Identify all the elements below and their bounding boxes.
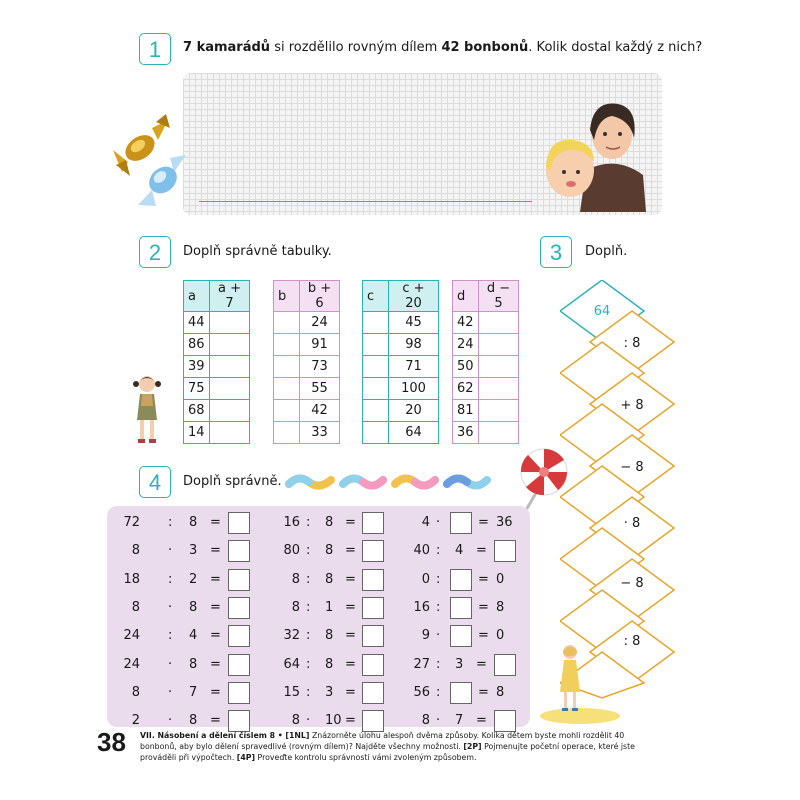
equals-sign: = bbox=[345, 515, 356, 530]
equals-sign: = bbox=[210, 713, 221, 729]
equation-operand: 8 bbox=[325, 571, 334, 587]
task4-instruction: Doplň správně. bbox=[183, 474, 282, 489]
equation-operand: 8 bbox=[291, 571, 300, 587]
table-cell: 24 bbox=[300, 312, 340, 334]
table-answer-cell[interactable] bbox=[479, 356, 519, 378]
equation-operator: : bbox=[306, 571, 311, 587]
table-answer-cell[interactable] bbox=[363, 312, 389, 334]
table-c bbox=[362, 280, 439, 444]
equation-operator: : bbox=[306, 543, 311, 559]
equation-operand: 8 bbox=[189, 515, 198, 530]
equals-sign: = bbox=[345, 628, 356, 644]
equation-operand: 64 bbox=[283, 656, 300, 672]
equation-operator: : bbox=[436, 684, 441, 700]
equation-operand: 8 bbox=[189, 713, 198, 729]
answer-box[interactable] bbox=[228, 512, 250, 534]
equation-operand: 27 bbox=[413, 656, 430, 672]
answer-box[interactable] bbox=[494, 654, 516, 676]
equation-result: 8 bbox=[496, 684, 505, 700]
answer-box[interactable] bbox=[450, 597, 472, 619]
equation-operator: : bbox=[306, 684, 311, 700]
table-cell: 33 bbox=[300, 422, 340, 444]
table-cell: 14 bbox=[184, 422, 210, 444]
equation-operand: 8 bbox=[291, 599, 300, 615]
footer-bold: VII. Násobení a dělení číslem 8 • [1NL] bbox=[140, 731, 310, 740]
answer-box[interactable] bbox=[362, 710, 384, 732]
table-answer-cell[interactable] bbox=[363, 400, 389, 422]
equation-operand: 24 bbox=[123, 656, 140, 672]
equation-operand: 9 bbox=[421, 628, 430, 644]
equation-operand: 8 bbox=[291, 713, 300, 729]
equation-operand: 7 bbox=[189, 684, 198, 700]
equation-operator: · bbox=[306, 713, 311, 729]
table-cell: 71 bbox=[389, 356, 439, 378]
equals-sign: = bbox=[210, 656, 221, 672]
table-cell: 39 bbox=[184, 356, 210, 378]
table-cell: 42 bbox=[453, 312, 479, 334]
table-header: a + 7 bbox=[210, 281, 250, 312]
equation-operand: 3 bbox=[189, 543, 198, 559]
footer-bold: [2P] bbox=[463, 742, 482, 751]
equation-operand: 2 bbox=[131, 713, 140, 729]
equals-sign: = bbox=[478, 628, 489, 644]
equation-operand: 16 bbox=[413, 599, 430, 615]
task-number-2: 2 bbox=[139, 236, 171, 268]
answer-box[interactable] bbox=[494, 540, 516, 562]
table-answer-cell[interactable] bbox=[274, 422, 300, 444]
equation-operand: 8 bbox=[131, 599, 140, 615]
table-cell: 36 bbox=[453, 422, 479, 444]
equation-operator: · bbox=[168, 599, 173, 615]
equation-operand: 18 bbox=[123, 571, 140, 587]
answer-box[interactable] bbox=[450, 682, 472, 704]
equals-sign: = bbox=[210, 599, 221, 615]
diamond-start-value: 64 bbox=[593, 304, 611, 319]
equation-operand: 56 bbox=[413, 684, 430, 700]
table-answer-cell[interactable] bbox=[274, 400, 300, 422]
table-answer-cell[interactable] bbox=[479, 334, 519, 356]
answer-box[interactable] bbox=[228, 540, 250, 562]
equation-operand: 8 bbox=[325, 543, 334, 559]
table-answer-cell[interactable] bbox=[479, 312, 519, 334]
equation-operator: : bbox=[168, 515, 173, 530]
equals-sign: = bbox=[210, 515, 221, 530]
equals-sign: = bbox=[345, 656, 356, 672]
table-cell: 91 bbox=[300, 334, 340, 356]
table-header: c bbox=[363, 281, 389, 312]
equation-operand: 8 bbox=[189, 599, 198, 615]
table-cell: 100 bbox=[389, 378, 439, 400]
equation-operand: 24 bbox=[123, 628, 140, 644]
equation-result: 0 bbox=[496, 571, 505, 587]
equals-sign: = bbox=[210, 571, 221, 587]
equation-operand: 8 bbox=[189, 656, 198, 672]
girl-illustration bbox=[130, 372, 166, 446]
answer-box[interactable] bbox=[228, 682, 250, 704]
table-cell: 68 bbox=[184, 400, 210, 422]
task1-text bbox=[183, 40, 702, 55]
candies-illustration bbox=[108, 110, 193, 215]
answer-box[interactable] bbox=[362, 540, 384, 562]
diamond-operation: : 8 bbox=[623, 336, 641, 351]
task1-text-end: . Kolik dostal každý z nich? bbox=[528, 40, 703, 55]
diamond-operation: − 8 bbox=[620, 576, 644, 591]
answer-box[interactable] bbox=[228, 569, 250, 591]
page-number: 38 bbox=[97, 727, 126, 757]
blue-candy-icon bbox=[138, 155, 186, 206]
answer-box[interactable] bbox=[228, 710, 250, 732]
gummy-worms-illustration bbox=[285, 470, 495, 496]
footer-bold: [4P] bbox=[236, 753, 256, 762]
task-number-3: 3 bbox=[540, 236, 572, 268]
table-header: b + 6 bbox=[300, 281, 340, 312]
equals-sign: = bbox=[210, 684, 221, 700]
equation-operator: : bbox=[168, 571, 173, 587]
task3-instruction: Doplň. bbox=[585, 244, 628, 259]
equation-operand: 4 bbox=[455, 543, 464, 559]
table-cell: 98 bbox=[389, 334, 439, 356]
table-answer-cell[interactable] bbox=[210, 378, 250, 400]
equals-sign: = bbox=[478, 571, 489, 587]
footer-text-part: Pojmenujte početní operace, které jste prováděli při výpočtech. bbox=[140, 742, 635, 762]
equation-operand: 8 bbox=[131, 684, 140, 700]
table-d bbox=[452, 280, 519, 444]
equation-operator: : bbox=[436, 543, 441, 559]
table-answer-cell[interactable] bbox=[363, 378, 389, 400]
equation-operator: · bbox=[168, 543, 173, 559]
equation-operator: · bbox=[168, 684, 173, 700]
table-b bbox=[273, 280, 340, 444]
table-header: d − 5 bbox=[479, 281, 519, 312]
equation-operator: : bbox=[306, 515, 311, 530]
equation-operand: 4 bbox=[189, 628, 198, 644]
table-cell: 42 bbox=[300, 400, 340, 422]
equation-operand: 15 bbox=[283, 684, 300, 700]
table-answer-cell[interactable] bbox=[479, 400, 519, 422]
equation-result: 8 bbox=[496, 599, 505, 615]
diamond-operation: − 8 bbox=[620, 460, 644, 475]
mother-child-illustration bbox=[538, 100, 648, 212]
equals-sign: = bbox=[478, 684, 489, 700]
equation-operand: 8 bbox=[131, 543, 140, 559]
table-answer-cell[interactable] bbox=[274, 334, 300, 356]
equation-operator: : bbox=[306, 628, 311, 644]
task1-answer-line[interactable] bbox=[199, 201, 532, 202]
equals-sign: = bbox=[476, 713, 487, 729]
equation-operator: : bbox=[436, 571, 441, 587]
table-cell: 62 bbox=[453, 378, 479, 400]
answer-box[interactable] bbox=[362, 512, 384, 534]
equals-sign: = bbox=[476, 543, 487, 559]
answer-box[interactable] bbox=[450, 625, 472, 647]
equation-operand: 8 bbox=[325, 656, 334, 672]
table-cell: 55 bbox=[300, 378, 340, 400]
gold-candy-icon bbox=[113, 114, 170, 176]
equation-operand: 80 bbox=[283, 543, 300, 559]
table-cell: 73 bbox=[300, 356, 340, 378]
table-answer-cell[interactable] bbox=[479, 378, 519, 400]
task1-text-mid: si rozdělilo rovným dílem bbox=[270, 40, 442, 55]
yellow-ground-shadow bbox=[540, 708, 620, 724]
table-answer-cell[interactable] bbox=[274, 378, 300, 400]
table-a bbox=[183, 280, 250, 444]
table-answer-cell[interactable] bbox=[363, 422, 389, 444]
diamond-operation: · 8 bbox=[623, 516, 641, 531]
equation-operand: 8 bbox=[325, 515, 334, 530]
equation-operator: : bbox=[168, 628, 173, 644]
equation-operand: 40 bbox=[413, 543, 430, 559]
equals-sign: = bbox=[476, 656, 487, 672]
walking-girl-illustration bbox=[540, 640, 640, 726]
table-answer-cell[interactable] bbox=[210, 422, 250, 444]
equation-operand: 32 bbox=[283, 628, 300, 644]
task-number-4: 4 bbox=[139, 466, 171, 498]
task-number-1: 1 bbox=[139, 33, 171, 65]
table-cell: 24 bbox=[453, 334, 479, 356]
equation-operand: 0 bbox=[421, 571, 430, 587]
table-header: c + 20 bbox=[389, 281, 439, 312]
equals-sign: = bbox=[210, 543, 221, 559]
table-answer-cell[interactable] bbox=[210, 334, 250, 356]
equation-operand: 8 bbox=[325, 628, 334, 644]
table-cell: 75 bbox=[184, 378, 210, 400]
equation-operand: 16 bbox=[283, 515, 300, 530]
answer-box[interactable] bbox=[450, 569, 472, 591]
answer-box[interactable] bbox=[362, 682, 384, 704]
table-answer-cell[interactable] bbox=[210, 400, 250, 422]
equation-operand: 2 bbox=[189, 571, 198, 587]
table-answer-cell[interactable] bbox=[210, 356, 250, 378]
footer-text-part: Znázorněte úlohu alespoň dvěma způsoby. Kolika dětem byste mohli rozdělit 40 bonbonů, aby bylo dělení spravedlivé (rovným dílem)? Najděte všechny možnosti. bbox=[140, 731, 625, 751]
equals-sign: = bbox=[345, 543, 356, 559]
equation-operand: 72 bbox=[123, 515, 140, 530]
table-cell: 86 bbox=[184, 334, 210, 356]
table-answer-cell[interactable] bbox=[363, 334, 389, 356]
equation-operator: : bbox=[436, 656, 441, 672]
diamond-operation: + 8 bbox=[620, 398, 644, 413]
equation-operator: · bbox=[436, 713, 441, 729]
answer-box[interactable] bbox=[450, 512, 472, 534]
equals-sign: = bbox=[345, 713, 356, 729]
answer-box[interactable] bbox=[362, 597, 384, 619]
equation-operator: · bbox=[436, 628, 441, 644]
table-answer-cell[interactable] bbox=[363, 356, 389, 378]
child-icon bbox=[546, 140, 594, 197]
task1-bold-friends: 7 kamarádů bbox=[183, 40, 271, 55]
equation-operator: · bbox=[168, 713, 173, 729]
answer-box[interactable] bbox=[362, 654, 384, 676]
equals-sign: = bbox=[345, 599, 356, 615]
table-answer-cell[interactable] bbox=[274, 312, 300, 334]
equation-operand: 8 bbox=[421, 713, 430, 729]
equation-operator: · bbox=[168, 656, 173, 672]
equals-sign: = bbox=[478, 599, 489, 615]
table-cell: 64 bbox=[389, 422, 439, 444]
equals-sign: = bbox=[345, 571, 356, 587]
answer-box[interactable] bbox=[362, 625, 384, 647]
equation-operand: 3 bbox=[455, 656, 464, 672]
answer-box[interactable] bbox=[228, 597, 250, 619]
task1-bold-candies: 42 bonbonů bbox=[441, 40, 529, 55]
table-cell: 20 bbox=[389, 400, 439, 422]
task2-instruction: Doplň správně tabulky. bbox=[183, 244, 332, 259]
answer-box[interactable] bbox=[228, 654, 250, 676]
table-answer-cell[interactable] bbox=[210, 312, 250, 334]
equation-result: 0 bbox=[496, 628, 505, 644]
equals-sign: = bbox=[345, 684, 356, 700]
table-answer-cell[interactable] bbox=[479, 422, 519, 444]
footer-notes bbox=[140, 730, 660, 763]
equation-operator: : bbox=[436, 599, 441, 615]
equation-result: 36 bbox=[496, 515, 513, 530]
answer-box[interactable] bbox=[228, 625, 250, 647]
table-cell: 50 bbox=[453, 356, 479, 378]
table-cell: 44 bbox=[184, 312, 210, 334]
equals-sign: = bbox=[478, 515, 489, 530]
equation-operator: · bbox=[436, 515, 441, 530]
answer-box[interactable] bbox=[494, 710, 516, 732]
equation-operand: 1 bbox=[325, 599, 334, 615]
table-header: b bbox=[274, 281, 300, 312]
equation-operand: 7 bbox=[455, 713, 464, 729]
diamond-operation: : 8 bbox=[623, 634, 641, 649]
equals-sign: = bbox=[210, 628, 221, 644]
table-answer-cell[interactable] bbox=[274, 356, 300, 378]
table-cell: 45 bbox=[389, 312, 439, 334]
table-cell: 81 bbox=[453, 400, 479, 422]
table-header: d bbox=[453, 281, 479, 312]
table-header: a bbox=[184, 281, 210, 312]
answer-box[interactable] bbox=[362, 569, 384, 591]
equation-operator: : bbox=[306, 599, 311, 615]
equation-operator: : bbox=[306, 656, 311, 672]
equation-operand: 4 bbox=[421, 515, 430, 530]
equation-operand: 3 bbox=[325, 684, 334, 700]
equation-operand: 10 bbox=[325, 713, 342, 729]
footer-text-part: Proveďte kontrolu správnosti vámi zvoleným způsobem. bbox=[255, 753, 477, 762]
